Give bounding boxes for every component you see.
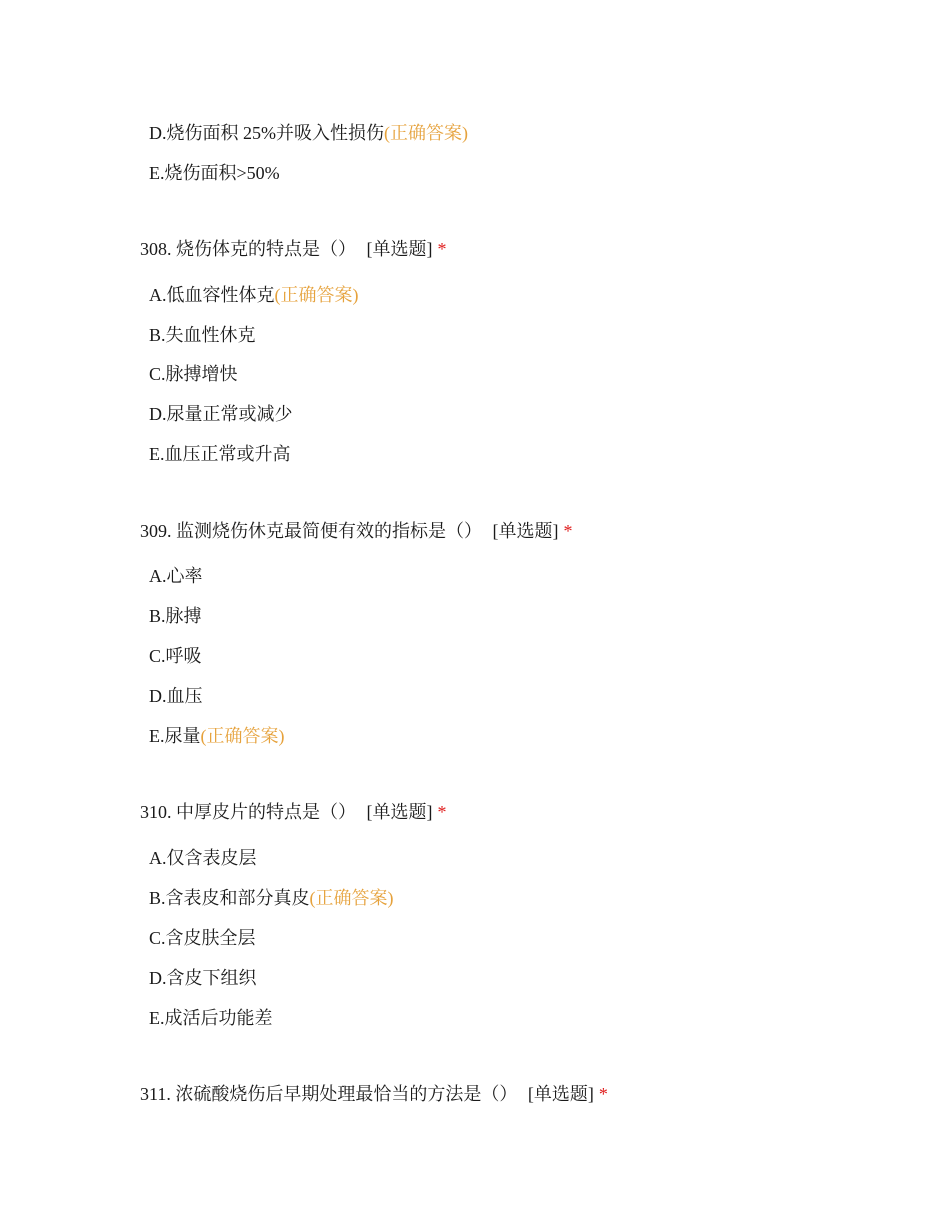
correct-answer-label: (正确答案) <box>309 888 394 908</box>
question-number: 311. <box>140 1084 171 1104</box>
question-type-tag: [单选题] <box>492 521 559 541</box>
required-mark: * <box>598 1084 608 1104</box>
question-type-tag: [单选题] <box>366 239 433 259</box>
option-308-b <box>149 323 256 347</box>
question-stem: 烧伤体克的特点是（） <box>176 239 356 259</box>
option-text: C.脉搏增快 <box>149 364 238 384</box>
question-308-title <box>140 237 447 261</box>
option-text: E.成活后功能差 <box>149 1008 273 1028</box>
question-stem: 浓硫酸烧伤后早期处理最恰当的方法是（） <box>175 1084 518 1104</box>
question-310-title <box>140 800 447 824</box>
option-text: E.血压正常或升高 <box>149 444 291 464</box>
option-309-e <box>149 724 285 748</box>
question-stem: 中厚皮片的特点是（） <box>176 802 356 822</box>
option-text: A.仅含表皮层 <box>149 848 257 868</box>
option-310-a <box>149 846 257 870</box>
required-mark: * <box>437 239 447 259</box>
option-310-e <box>149 1006 273 1030</box>
option-308-e <box>149 442 291 466</box>
question-number: 308. <box>140 239 172 259</box>
correct-answer-label: (正确答案) <box>200 726 285 746</box>
option-text: D.含皮下组织 <box>149 968 257 988</box>
option-text: A.心率 <box>149 566 203 586</box>
option-309-b <box>149 604 202 628</box>
correct-answer-label: (正确答案) <box>384 123 468 143</box>
option-text: C.含皮肤全层 <box>149 928 256 948</box>
option-310-b <box>149 886 394 910</box>
question-type-tag: [单选题] <box>527 1084 594 1104</box>
option-308-d <box>149 402 293 426</box>
option-308-c <box>149 362 238 386</box>
option-309-d <box>149 684 203 708</box>
option-text: D.血压 <box>149 686 203 706</box>
option-text: B.失血性休克 <box>149 325 256 345</box>
option-text: E.烧伤面积>50% <box>149 163 280 183</box>
question-number: 309. <box>140 521 172 541</box>
required-mark: * <box>437 802 447 822</box>
option-309-a <box>149 564 203 588</box>
option-307-d <box>149 121 468 145</box>
option-text: B.脉搏 <box>149 606 202 626</box>
question-309-title <box>140 519 573 543</box>
question-type-tag: [单选题] <box>366 802 433 822</box>
option-text: D.尿量正常或减少 <box>149 404 293 424</box>
option-308-a <box>149 283 359 307</box>
option-307-e <box>149 161 280 185</box>
option-text: E.尿量 <box>149 726 201 746</box>
option-309-c <box>149 644 202 668</box>
correct-answer-label: (正确答案) <box>274 285 359 305</box>
question-311-title <box>140 1082 608 1106</box>
question-stem: 监测烧伤休克最简便有效的指标是（） <box>176 521 482 541</box>
option-text: D.烧伤面积 25%并吸入性损伤 <box>149 123 384 143</box>
option-310-c <box>149 926 256 950</box>
option-text: B.含表皮和部分真皮 <box>149 888 310 908</box>
option-text: A.低血容性体克 <box>149 285 275 305</box>
option-310-d <box>149 966 257 990</box>
required-mark: * <box>563 521 573 541</box>
question-number: 310. <box>140 802 172 822</box>
option-text: C.呼吸 <box>149 646 202 666</box>
